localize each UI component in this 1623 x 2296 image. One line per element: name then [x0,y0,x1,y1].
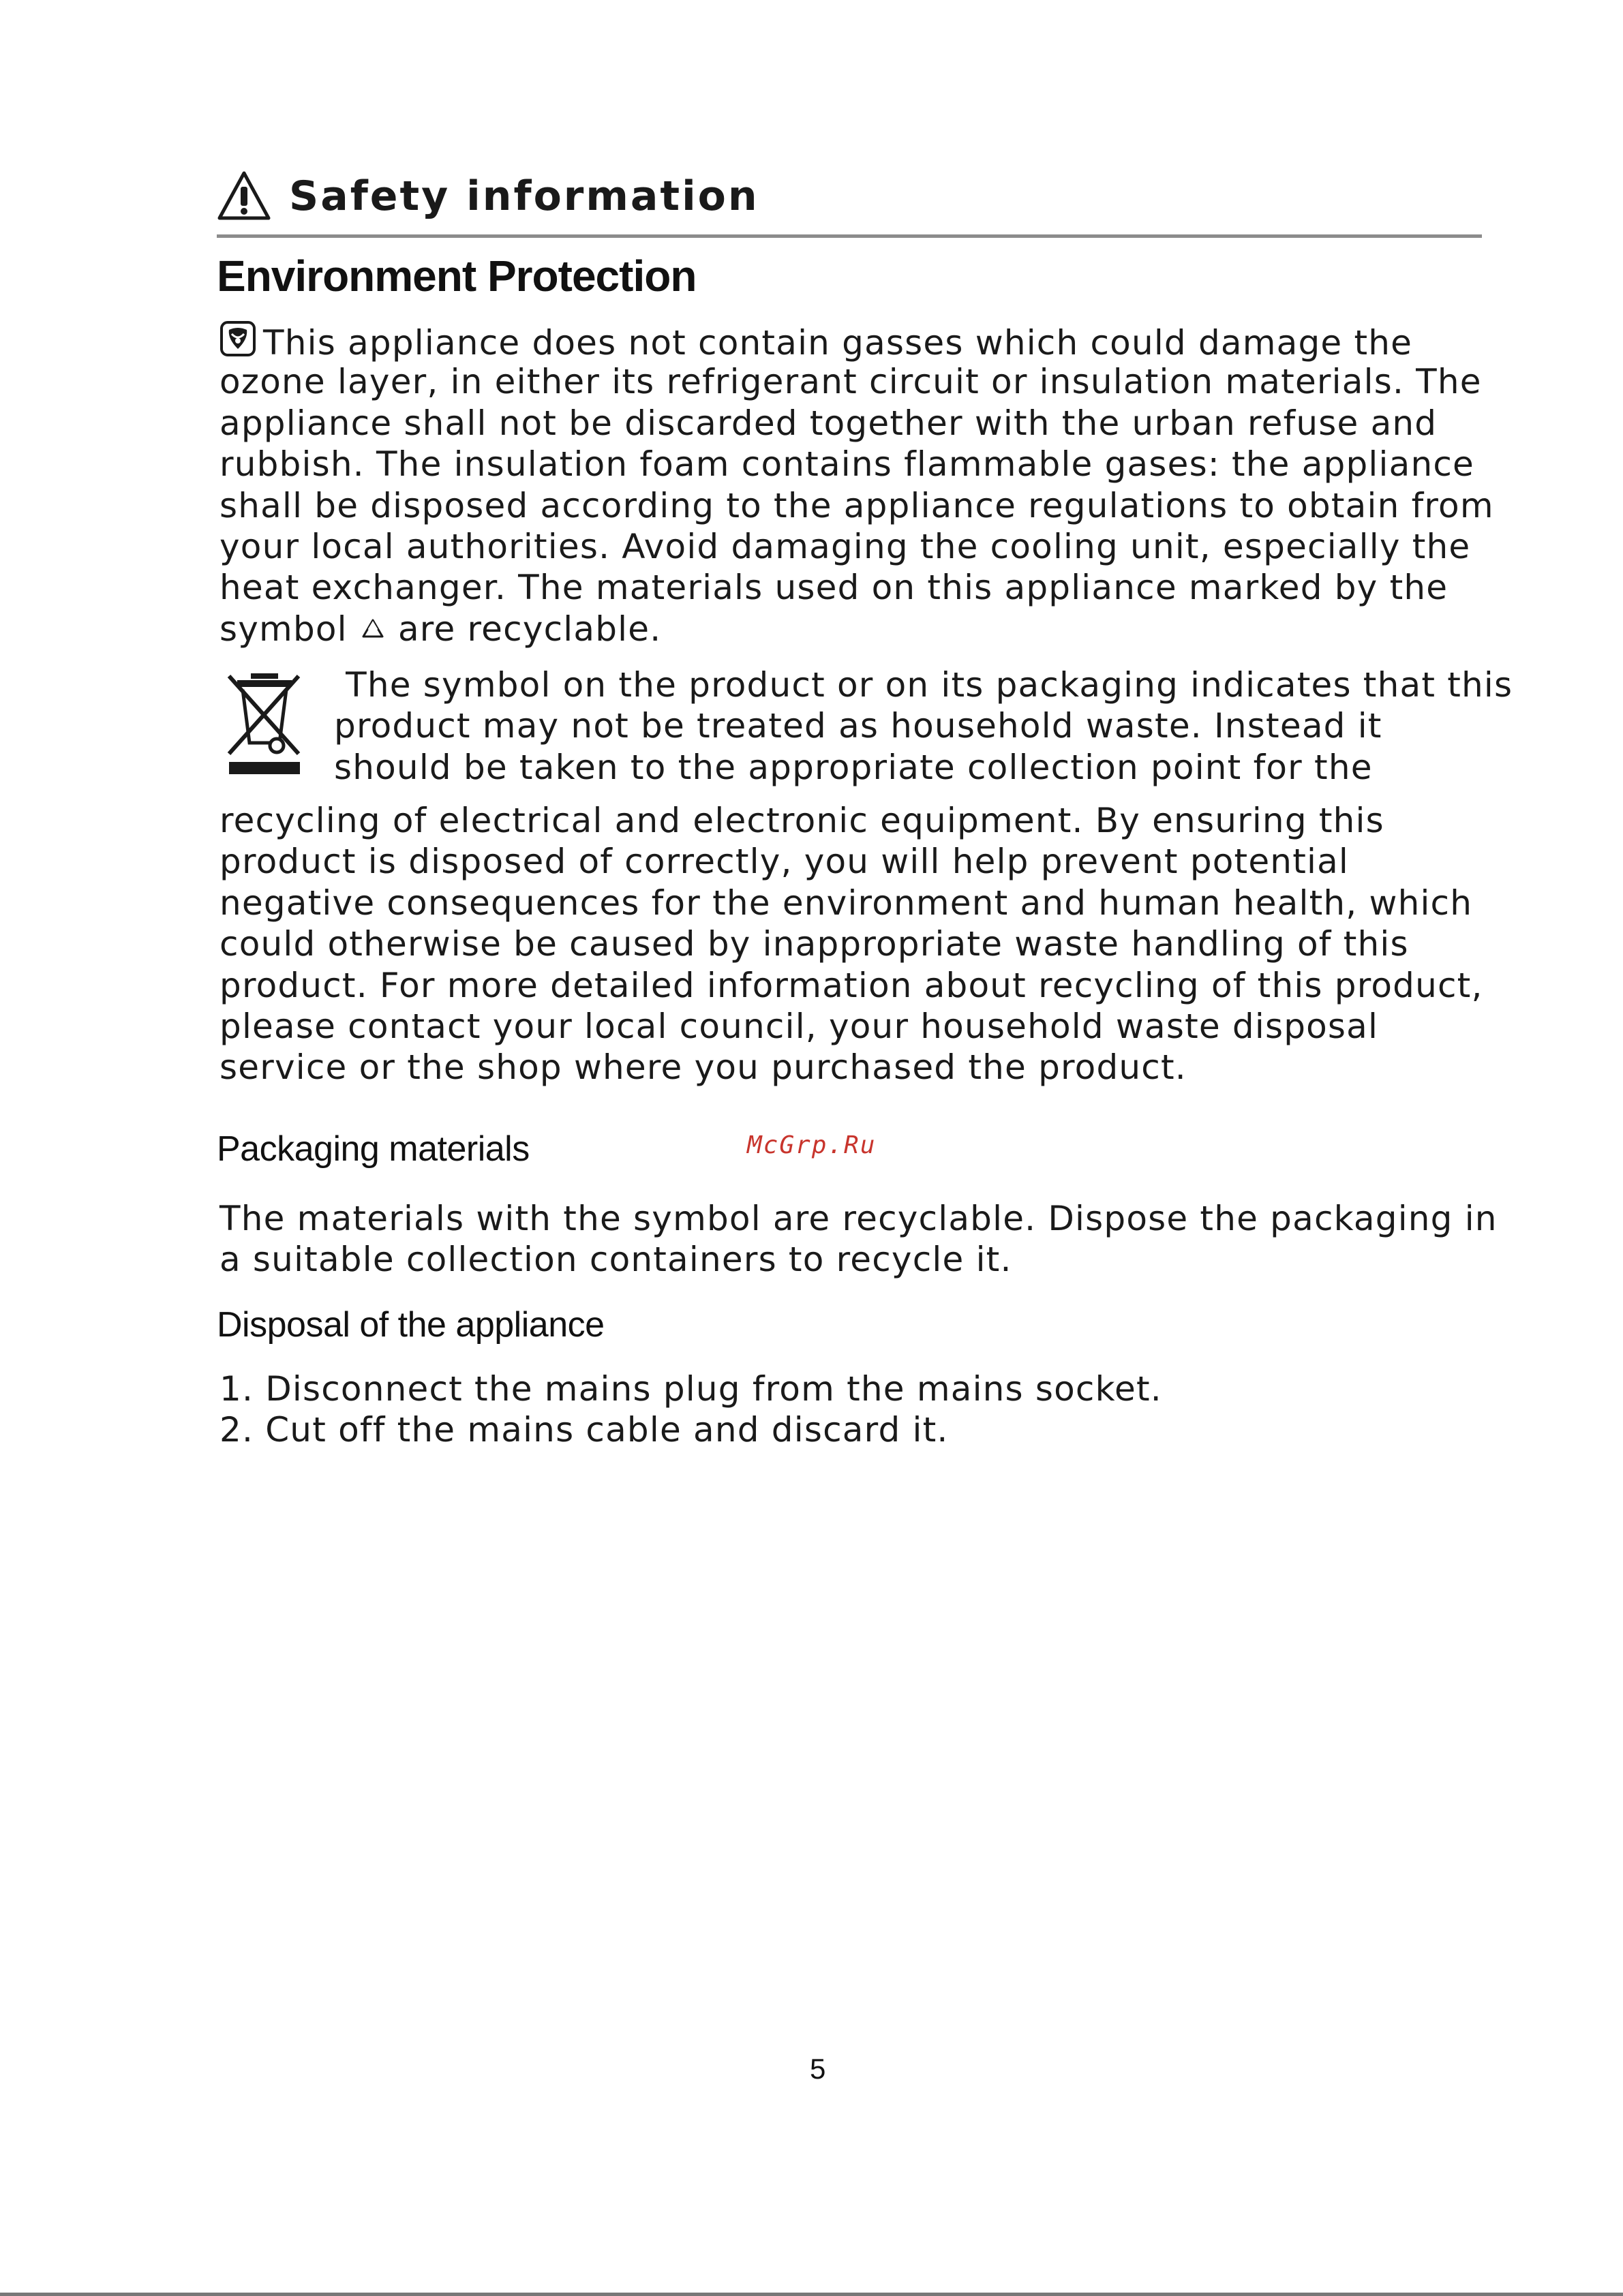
text-line: could otherwise be caused by inappropriate waste handling of this [219,924,1409,964]
header-divider [217,234,1482,238]
crossed-bin-icon [225,669,304,778]
list-item: 1. Disconnect the mains plug from the mains socket. [219,1369,1162,1409]
page-number: 5 [810,2053,826,2085]
disposal-heading: Disposal of the appliance [217,1305,605,1345]
text-line: shall be disposed according to the appliance regulations to obtain from [219,485,1494,525]
weee-paragraph-indented [334,664,1513,788]
watermark: McGrp.Ru [747,1131,877,1159]
recycle-icon [359,616,386,643]
text-line: negative consequences for the environment and human health, which [219,883,1473,923]
weee-paragraph [219,800,1483,1088]
text-line: product may not be treated as household waste. Instead it [334,706,1382,746]
text-line: should be taken to the appropriate collection point for the [334,747,1373,787]
text-line: rubbish. The insulation foam contains flammable gases: the appliance [219,444,1474,485]
text-line: a suitable collection containers to recycle it. [219,1240,1012,1280]
ozone-safe-icon [219,320,256,357]
text-line: appliance shall not be discarded together with the urban refuse and [219,403,1438,443]
text-line: heat exchanger. The materials used on this appliance marked by the [219,568,1448,608]
text-line: product is disposed of correctly, you will help prevent potential [219,842,1350,882]
page-bottom-edge [0,2293,1623,2296]
text-line: product. For more detailed information about recycling of this product, [219,965,1483,1005]
section-title: Safety information [289,172,759,220]
text-line: ozone layer, in either its refrigerant circuit or insulation materials. The [219,362,1482,402]
packaging-paragraph [219,1198,1498,1281]
text-line: please contact your local council, your household waste disposal [219,1006,1379,1046]
text-line: service or the shop where you purchased the product. [219,1047,1187,1088]
packaging-heading: Packaging materials [217,1129,530,1169]
text-line: recycling of electrical and electronic equipment. By ensuring this [219,801,1384,840]
page-heading: Environment Protection [217,251,697,301]
warning-triangle-icon [217,170,271,222]
list-item: 2. Cut off the mains cable and discard it. [219,1410,949,1450]
text-line: The symbol on the product or on its packaging indicates that this [334,665,1513,705]
text-line: The materials with the symbol are recyclable. Dispose the packaging in [219,1199,1498,1238]
environment-paragraph [219,320,1494,649]
disposal-steps [219,1368,1162,1451]
text-line: This appliance does not contain gasses which could damage the [219,320,1494,361]
section-header [217,162,759,230]
text-line: symbol are recyclable. [219,609,662,649]
text-line: your local authorities. Avoid damaging the cooling unit, especially the [219,526,1471,566]
